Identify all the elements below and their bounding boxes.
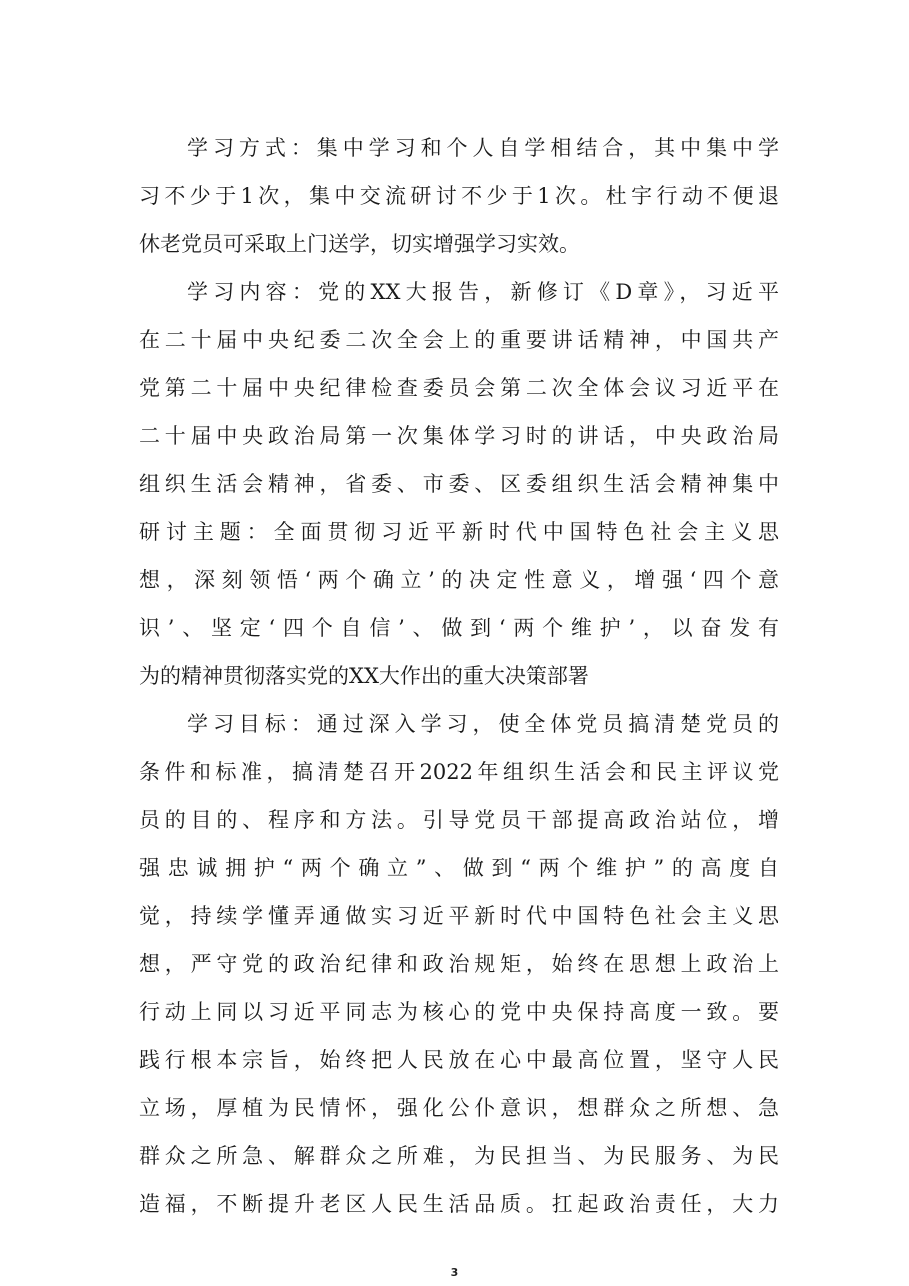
paragraph-study-goal-line-4: 强忠诚拥护“两个确立”、做到“两个维护”的高度自 — [139, 856, 779, 880]
paragraph-study-content-line-5: 组织生活会精神，省委、市委、区委组织生活会精神集中 — [139, 472, 779, 496]
paragraph-study-goal-line-9: 立场，厚植为民情怀，强化公仆意识，想群众之所想、急 — [139, 1096, 779, 1120]
page-number: 3 — [450, 1266, 459, 1279]
paragraph-study-goal-line-10: 群众之所急、解群众之所难，为民担当、为民服务、为民 — [139, 1144, 779, 1168]
paragraph-study-method-line-3: 休老党员可采取上门送学，切实增强学习实效。 — [139, 232, 580, 256]
paragraph-study-content-line-6: 研讨主题：全面贯彻习近平新时代中国特色社会主义思 — [139, 520, 779, 544]
paragraph-study-content-line-2: 在二十届中央纪委二次全会上的重要讲话精神，中国共产 — [139, 328, 779, 352]
paragraph-study-content-line-8: 识’、坚定‘四个自信’、做到‘两个维护’，以奋发有 — [139, 616, 779, 640]
paragraph-study-content-line-4: 二十届中央政治局第一次集体学习时的讲话，中央政治局 — [139, 424, 779, 448]
paragraph-study-goal-line-8: 践行根本宗旨，始终把人民放在心中最高位置，坚守人民 — [139, 1048, 779, 1072]
paragraph-study-content-line-1: 学习内容：党的XX大报告，新修订《D章》，习近平 — [187, 280, 779, 304]
paragraph-study-goal-line-5: 觉，持续学懂弄通做实习近平新时代中国特色社会主义思 — [139, 904, 779, 928]
paragraph-study-goal-line-2: 条件和标准，搞清楚召开2022年组织生活会和民主评议党 — [139, 760, 779, 784]
paragraph-study-content-line-9: 为的精神贯彻落实党的XX大作出的重大决策部署 — [139, 664, 589, 688]
paragraph-study-goal-line-3: 员的目的、程序和方法。引导党员干部提高政治站位，增 — [139, 808, 779, 832]
paragraph-study-content-line-3: 党第二十届中央纪律检查委员会第二次全体会议习近平在 — [139, 376, 779, 400]
paragraph-study-method-line-1: 学习方式：集中学习和个人自学相结合，其中集中学 — [187, 136, 779, 160]
paragraph-study-content-line-7: 想，深刻领悟‘两个确立’的决定性意义，增强‘四个意 — [139, 568, 779, 592]
paragraph-study-goal-line-1: 学习目标：通过深入学习，使全体党员搞清楚党员的 — [187, 712, 779, 736]
paragraph-study-goal-line-6: 想，严守党的政治纪律和政治规矩，始终在思想上政治上 — [139, 952, 779, 976]
paragraph-study-method-line-2: 习不少于1次，集中交流研讨不少于1次。杜宇行动不便退 — [139, 184, 779, 208]
paragraph-study-goal-line-11: 造福，不断提升老区人民生活品质。扛起政治责任，大力 — [139, 1192, 779, 1216]
paragraph-study-goal-line-7: 行动上同以习近平同志为核心的党中央保持高度一致。要 — [139, 1000, 779, 1024]
